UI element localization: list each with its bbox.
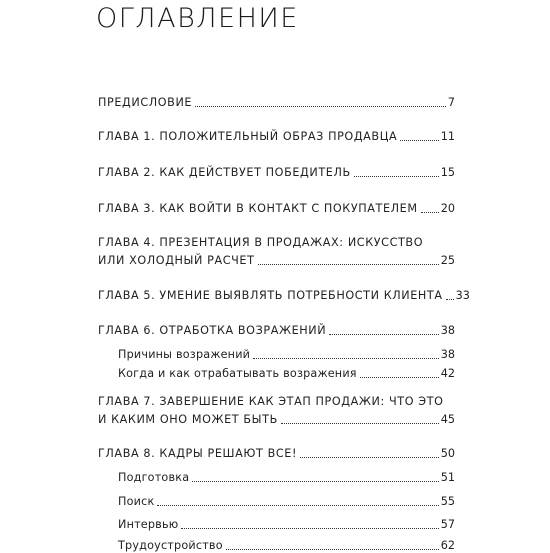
toc-page-number: 15 [440, 166, 455, 179]
toc-entry-label: Причины возражений [118, 348, 251, 361]
toc-subentry-search[interactable] [118, 495, 455, 509]
dot-leader [253, 358, 439, 359]
toc-page-number: 25 [440, 254, 455, 267]
toc-entry-label: ГЛАВА 3. КАК ВОЙТИ В КОНТАКТ С ПОКУПАТЕЛЕМ [98, 202, 418, 215]
toc-entry-chapter-6[interactable] [98, 324, 455, 338]
page-title: ОГЛАВЛЕНИЕ [96, 3, 299, 34]
dot-leader [421, 212, 439, 213]
dot-leader [360, 377, 439, 378]
toc-entry-label: Поиск [118, 495, 155, 508]
toc-entry-label: ГЛАВА 5. УМЕНИЕ ВЫЯВЛЯТЬ ПОТРЕБНОСТИ КЛИЕНТА [98, 289, 443, 302]
toc-entry-label: ГЛАВА 2. КАК ДЕЙСТВУЕТ ПОБЕДИТЕЛЬ [98, 166, 351, 179]
toc-entry-label: И КАКИМ ОНО МОЖЕТ БЫТЬ [98, 413, 278, 426]
toc-entry-chapter-8[interactable] [98, 447, 455, 461]
toc-page-number: 38 [440, 348, 455, 361]
dot-leader [354, 176, 439, 177]
dot-leader [181, 528, 438, 529]
dot-leader [258, 264, 439, 265]
toc-entry-label: Подготовка [118, 471, 190, 484]
toc-entry-label: Трудоустройство [118, 539, 223, 552]
dot-leader [157, 505, 438, 506]
toc-subentry-handling-objections[interactable] [118, 367, 455, 381]
toc-subentry-interview[interactable] [118, 518, 455, 532]
toc-entry-chapter-1[interactable] [98, 130, 455, 144]
dot-leader [329, 334, 439, 335]
toc-page-number: 38 [440, 324, 455, 337]
toc-subentry-employment[interactable] [118, 539, 455, 553]
toc-entry-label: ГЛАВА 8. КАДРЫ РЕШАЮТ ВСЕ! [98, 447, 298, 460]
toc-entry-chapter-7[interactable] [98, 413, 455, 427]
toc-entry-label: Когда и как отрабатывать возражения [118, 367, 357, 380]
dot-leader [300, 457, 439, 458]
toc-page-number: 50 [440, 447, 455, 460]
toc-entry-label: Интервью [118, 518, 179, 531]
dot-leader [446, 299, 454, 300]
toc-page-number: 33 [455, 289, 470, 302]
toc-entry-chapter-2[interactable] [98, 166, 455, 180]
toc-entry-chapter-4[interactable] [98, 254, 455, 268]
toc-page-number: 20 [440, 202, 455, 215]
dot-leader [281, 423, 439, 424]
toc-page-number: 45 [440, 413, 455, 426]
dot-leader [195, 106, 446, 107]
toc-entry-label: ПРЕДИСЛОВИЕ [98, 96, 193, 109]
toc-subentry-preparation[interactable] [118, 471, 455, 485]
toc-page-number: 42 [440, 367, 455, 380]
toc-entry-chapter-3[interactable] [98, 202, 455, 216]
toc-page-number: 57 [440, 518, 455, 531]
dot-leader [192, 481, 438, 482]
toc-entry-label: ИЛИ ХОЛОДНЫЙ РАСЧЕТ [98, 254, 255, 267]
toc-entry-chapter-4-line1[interactable]: ГЛАВА 4. ПРЕЗЕНТАЦИЯ В ПРОДАЖАХ: ИСКУССТВО [98, 236, 424, 249]
toc-page-number: 51 [440, 471, 455, 484]
toc-entry-label: ГЛАВА 6. ОТРАБОТКА ВОЗРАЖЕНИЙ [98, 324, 327, 337]
toc-entry-preface[interactable] [98, 96, 455, 110]
toc-subentry-objection-reasons[interactable] [118, 348, 455, 362]
toc-page-number: 7 [447, 96, 455, 109]
toc-entry-chapter-7-line1[interactable]: ГЛАВА 7. ЗАВЕРШЕНИЕ КАК ЭТАП ПРОДАЖИ: ЧТО ЭТО [98, 395, 444, 408]
toc-page-number: 11 [440, 130, 455, 143]
toc-entry-chapter-5[interactable] [98, 289, 470, 303]
dot-leader [400, 140, 439, 141]
toc-entry-label: ГЛАВА 1. ПОЛОЖИТЕЛЬНЫЙ ОБРАЗ ПРОДАВЦА [98, 130, 398, 143]
toc-page-number: 55 [440, 495, 455, 508]
toc-page-number: 62 [440, 539, 455, 552]
